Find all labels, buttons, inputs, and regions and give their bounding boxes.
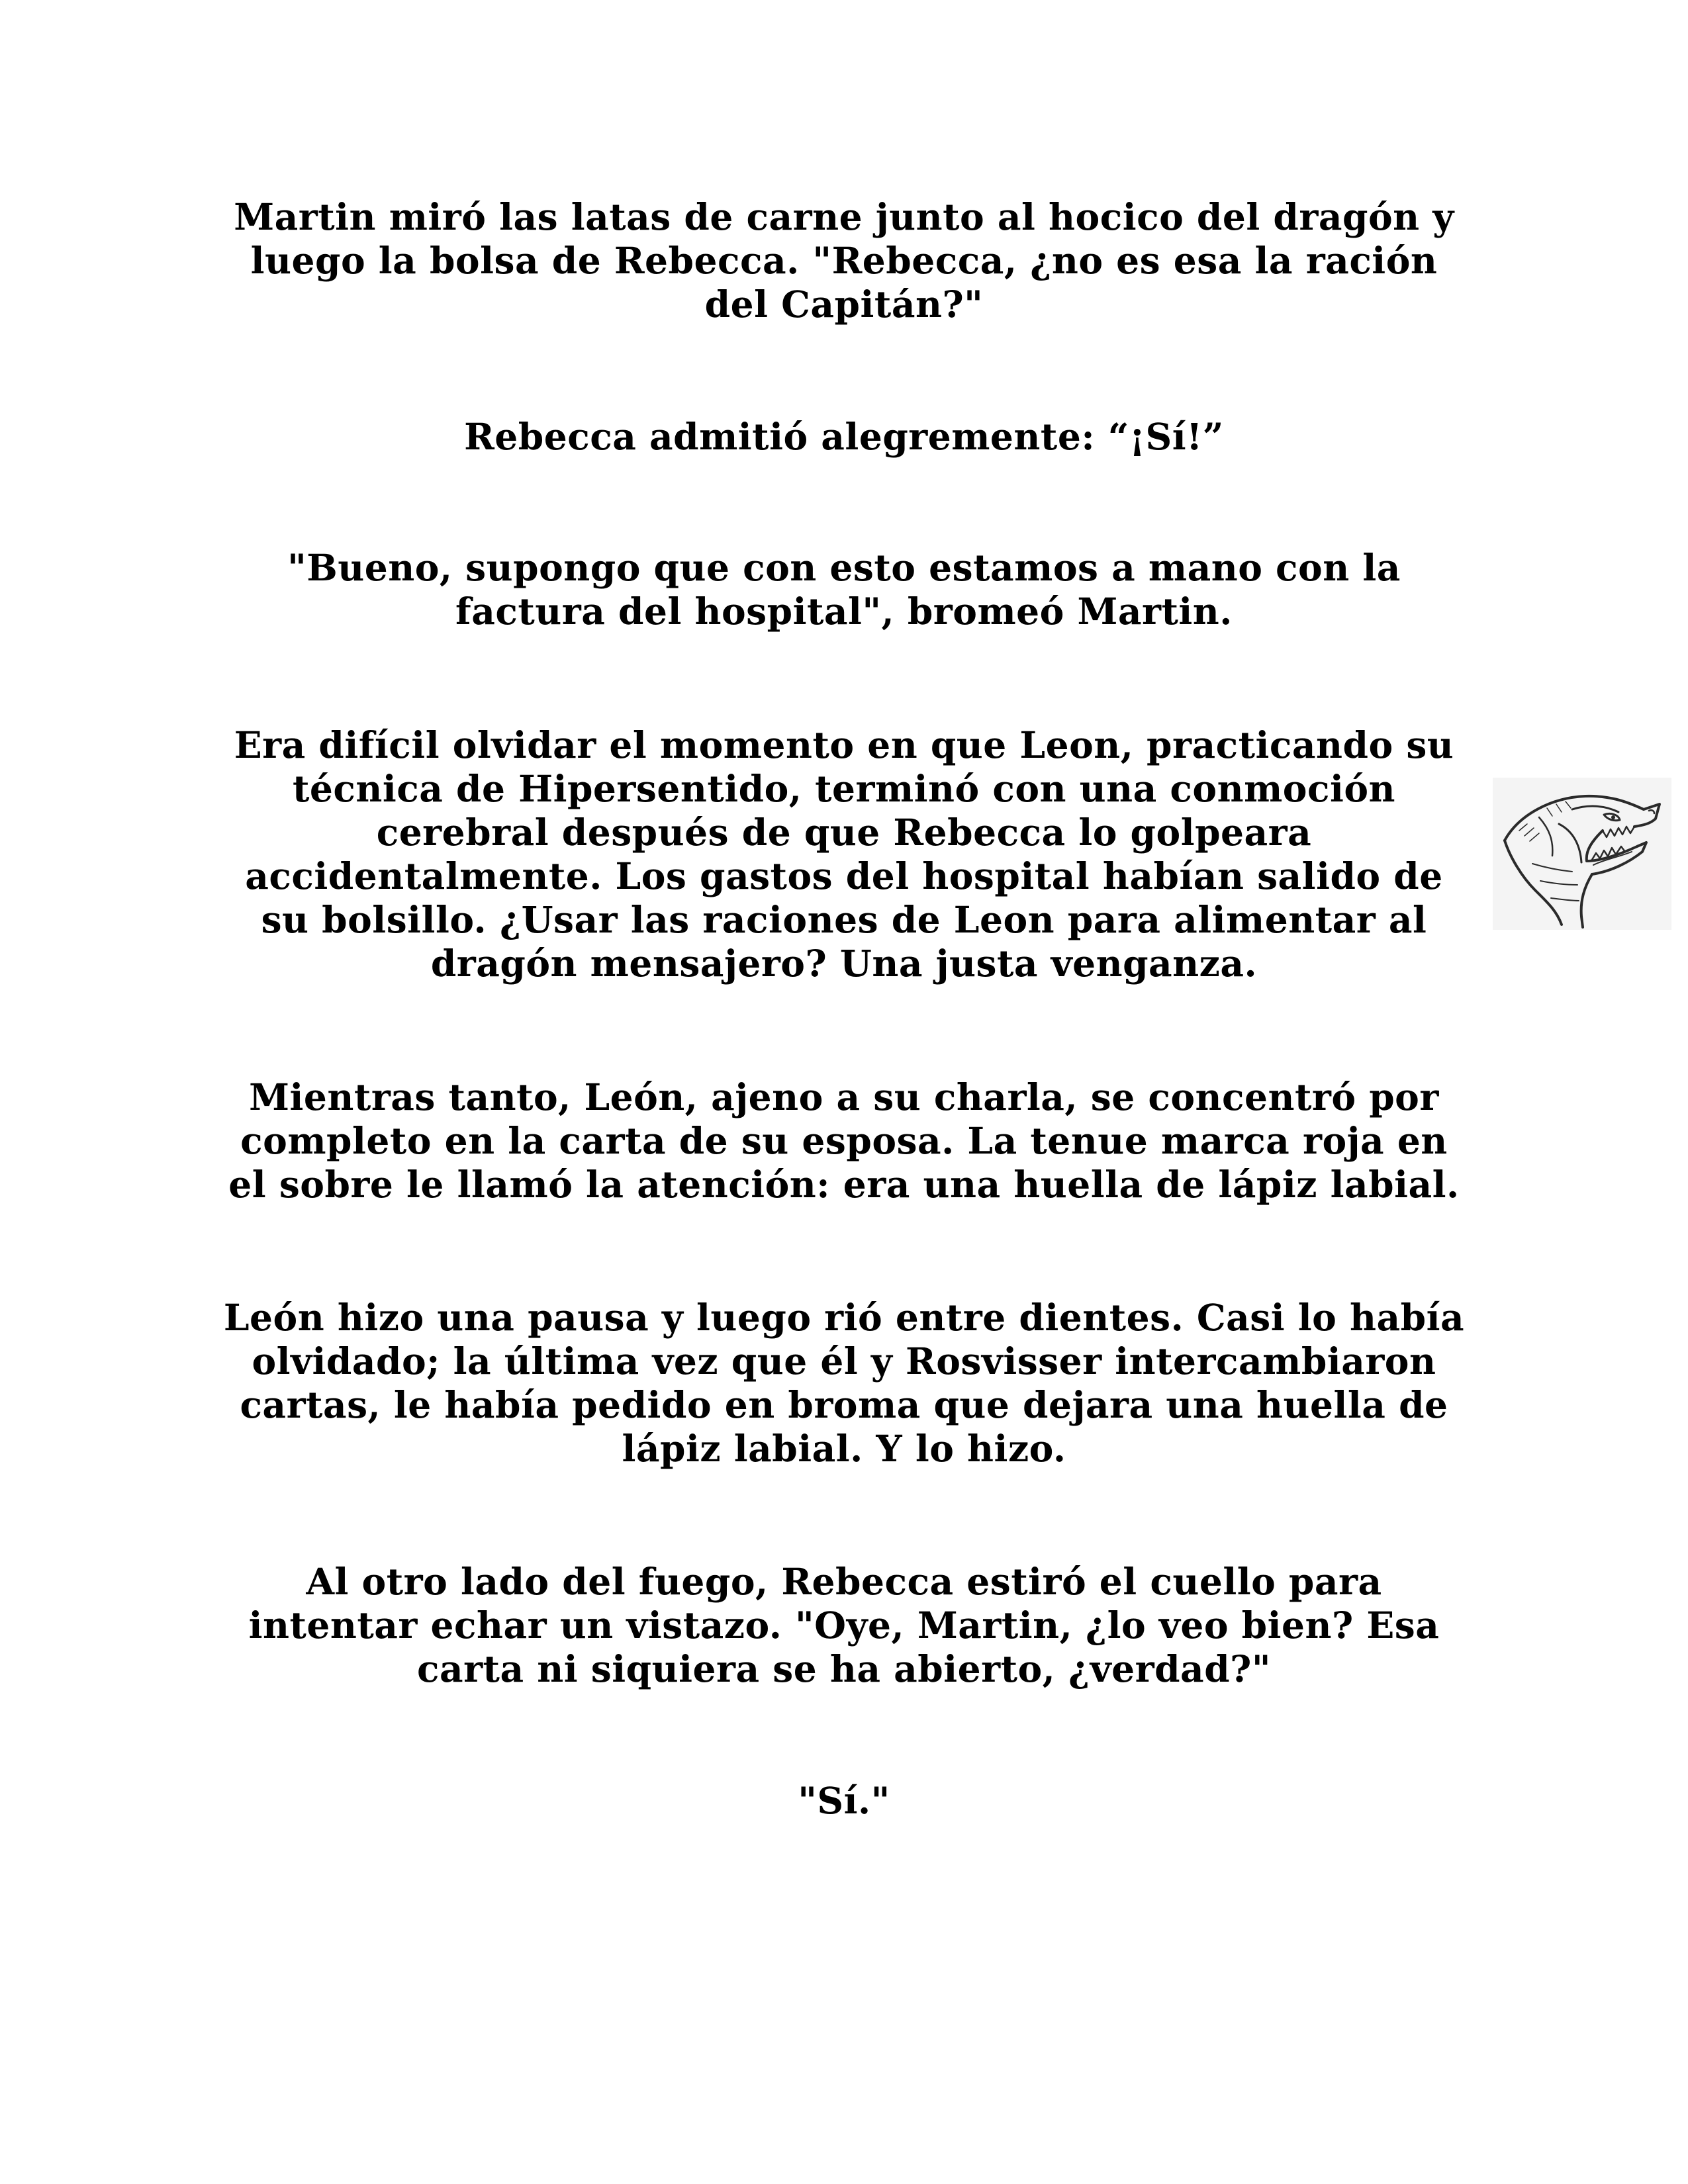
paragraph-1: Martin miró las latas de carne junto al hocico del dragón y luego la bolsa de Rebecca. "Rebecca, ¿no es esa la ración del Capitán?" (234, 195, 1454, 326)
paragraph-8: "Sí." (798, 1779, 890, 1822)
paragraph-6: León hizo una pausa y luego rió entre dientes. Casi lo había olvidado; la última vez que él y Rosvisser intercambiaron cartas, le había pedido en broma que dejara una huella de lápiz labial. Y lo hizo. (223, 1296, 1465, 1470)
paragraph-5: Mientras tanto, León, ajeno a su charla, se concentró por completo en la carta de su esposa. La tenue marca roja en el sobre le llamó la atención: era una huella de lápiz labial. (228, 1075, 1460, 1206)
paragraph-7: Al otro lado del fuego, Rebecca estiró el cuello para intentar echar un vistazo. "Oye, Martin, ¿lo veo bien? Esa carta ni siquiera se ha abierto, ¿verdad?" (248, 1560, 1440, 1690)
dragon-head-sketch-icon (1493, 778, 1671, 930)
paragraph-2: Rebecca admitió alegremente: “¡Sí!” (464, 415, 1224, 458)
paragraph-3: "Bueno, supongo que con esto estamos a mano con la factura del hospital", bromeó Martin. (287, 546, 1401, 633)
paragraph-4: Era difícil olvidar el momento en que Leon, practicando su técnica de Hipersentido, terminó con una conmoción cerebral después de que Rebecca lo golpeara accidentalmente. Los gastos del hospital habían salido de su bolsillo. ¿Usar las raciones de Leon para alimentar al dragón mensajero? Una justa venganza. (234, 723, 1454, 985)
